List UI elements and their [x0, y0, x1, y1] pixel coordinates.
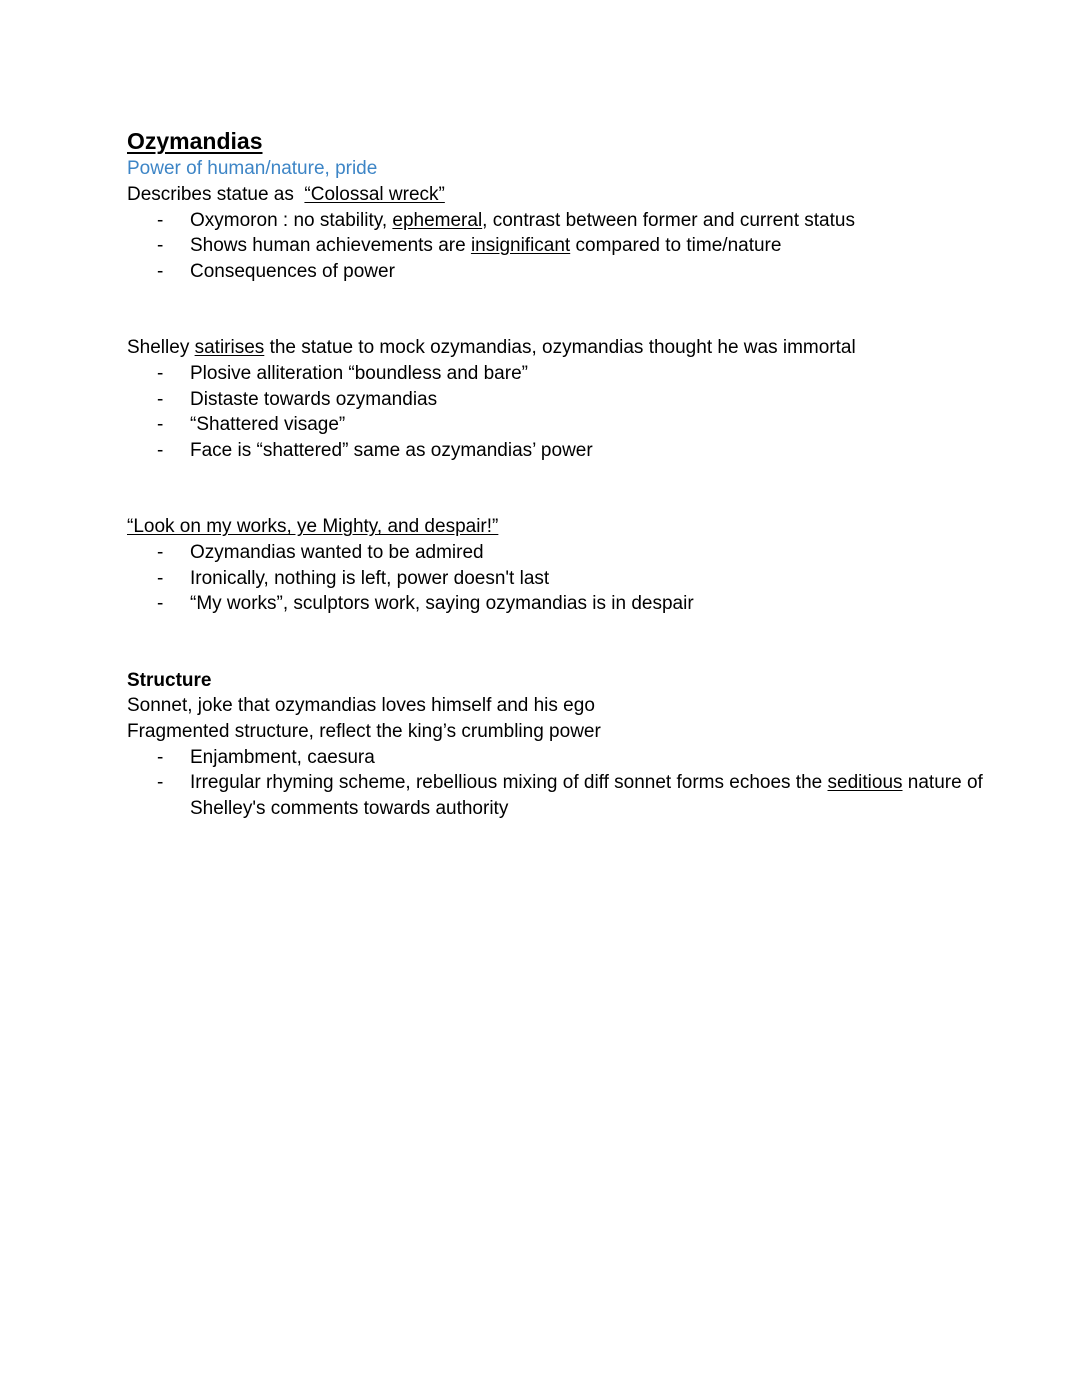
section1-intro-quote: “Colossal wreck”	[304, 184, 445, 205]
section2-intro-underlined: satirises	[194, 337, 265, 359]
list-item-text: Distaste towards ozymandias	[190, 388, 438, 410]
list-item-pre: Shows human achievements are	[190, 235, 471, 257]
list-item-underlined: seditious	[827, 772, 903, 794]
bullet-dash: -	[157, 414, 164, 436]
section4-list	[127, 745, 987, 822]
bullet-dash: -	[157, 362, 164, 384]
list-item	[127, 438, 987, 464]
list-item-pre: Oxymoron : no stability,	[190, 209, 393, 231]
list-item-underlined: insignificant	[470, 235, 571, 257]
structure-line: Sonnet, joke that ozymandias loves himself and his ego	[127, 695, 595, 717]
list-item-underlined: ephemeral	[392, 209, 483, 231]
section1-intro	[127, 182, 987, 208]
bullet-dash: -	[157, 772, 164, 794]
list-item	[127, 361, 987, 387]
page-subtitle: Power of human/nature, pride	[127, 158, 378, 179]
section2-intro-suffix: the statue to mock ozymandias, ozymandias thought he was immortal	[264, 337, 856, 359]
list-item	[127, 387, 987, 413]
list-item	[127, 745, 987, 771]
bullet-dash: -	[157, 567, 164, 589]
section2-list	[127, 361, 987, 463]
section1-intro-prefix: Describes statue as	[127, 184, 305, 205]
list-item-text: “My works”, sculptors work, saying ozymandias is in despair	[190, 593, 694, 615]
structure-line: Fragmented structure, reflect the king’s crumbling power	[127, 720, 601, 742]
list-item	[127, 208, 987, 234]
list-item-pre: Irregular rhyming scheme, rebellious mixing of diff sonnet forms echoes the	[190, 772, 828, 794]
section3-quote: “Look on my works, ye Mighty, and despair!”	[127, 516, 499, 538]
list-item-text: Plosive alliteration “boundless and bare”	[190, 362, 528, 384]
list-item	[127, 770, 987, 821]
bullet-dash: -	[157, 593, 164, 615]
structure-heading: Structure	[127, 669, 212, 691]
bullet-dash: -	[157, 235, 164, 257]
bullet-dash: -	[157, 260, 164, 282]
document-page	[127, 126, 987, 821]
bullet-dash: -	[157, 388, 164, 410]
section2-intro-prefix: Shelley	[127, 337, 195, 359]
list-item	[127, 412, 987, 438]
list-item-text: Face is “shattered” same as ozymandias’ power	[190, 439, 593, 461]
spacer	[127, 284, 987, 335]
list-item-pre: Consequences of power	[190, 260, 395, 282]
bullet-dash: -	[157, 746, 164, 768]
bullet-dash: -	[157, 541, 164, 563]
list-item-text: Ironically, nothing is left, power doesn't last	[190, 567, 550, 589]
section2-intro	[127, 335, 987, 361]
section1-list	[127, 208, 987, 285]
list-item-post: compared to time/nature	[570, 235, 782, 257]
list-item-text: Ozymandias wanted to be admired	[190, 541, 484, 563]
list-item	[127, 540, 987, 566]
bullet-dash: -	[157, 439, 164, 461]
list-item-post: nature of Shelley's comments towards authority	[190, 772, 983, 819]
list-item	[127, 233, 987, 259]
spacer	[127, 463, 987, 514]
list-item-text: “Shattered visage”	[190, 414, 346, 436]
section3-list	[127, 540, 987, 617]
bullet-dash: -	[157, 209, 164, 231]
spacer	[127, 617, 987, 668]
list-item-post: , contrast between former and current status	[482, 209, 855, 231]
page-title: Ozymandias	[127, 128, 263, 154]
list-item	[127, 591, 987, 617]
list-item-text: Enjambment, caesura	[190, 746, 375, 768]
list-item	[127, 259, 987, 285]
list-item	[127, 566, 987, 592]
